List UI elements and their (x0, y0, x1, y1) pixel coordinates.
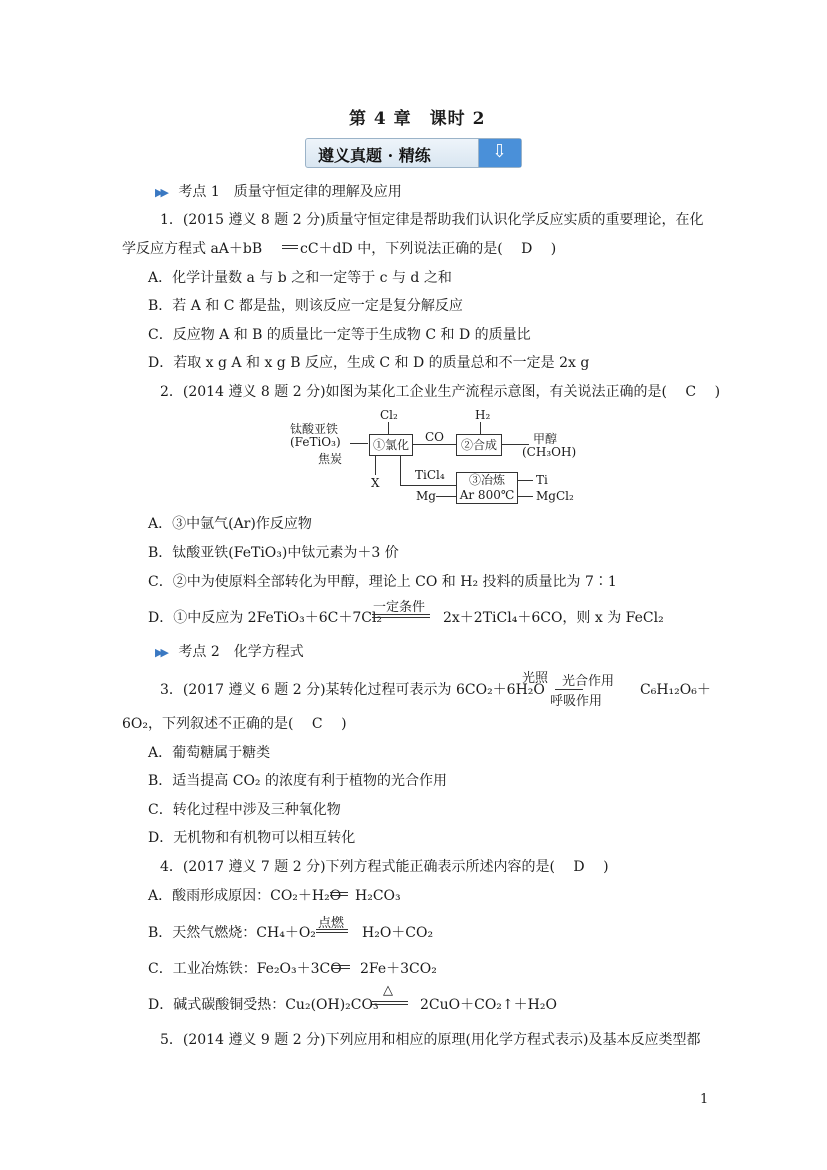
arrow-in (350, 443, 368, 444)
arrow-ticl4 (400, 485, 456, 486)
q1-option-d: D．若取 x g A 和 x g B 反应，生成 C 和 D 的质量总和不一定是 2x g (148, 355, 590, 371)
down-arrow-icon: ⇩ (478, 139, 521, 167)
arrow-x (375, 455, 376, 475)
double-triangle-icon: ▶▶ (155, 186, 166, 199)
q4-option-d-2: 2CuO＋CO₂↑＋H₂O (420, 997, 557, 1013)
q4-b-condition: 点燃 (318, 916, 345, 931)
flow-x: X (371, 476, 380, 490)
box-smelting-cond: Ar 800℃ (459, 488, 515, 502)
q3-line1b: C₆H₁₂O₆＋ (640, 682, 711, 698)
q2-option-b: B．钛酸亚铁(FeTiO₃)中钛元素为＋3 价 (148, 545, 399, 561)
q3-line2: 6O₂，下列叙述不正确的是( C ) (122, 716, 347, 732)
q3-line1a: 3．(2017 遵义 6 题 2 分)某转化过程可表示为 6CO₂＋6H₂O (160, 682, 545, 698)
q4-d-condition: △ (383, 983, 393, 998)
q1-option-a: A．化学计量数 a 与 b 之和一定等于 c 与 d 之和 (148, 270, 452, 286)
arrow-mg (436, 496, 456, 497)
q2-option-a: A．③中氩气(Ar)作反应物 (148, 516, 312, 532)
q2-d-condition: 一定条件 (373, 600, 426, 615)
equals-sign (282, 245, 298, 249)
q2-option-c: C．②中为使原料全部转化为甲醇，理论上 CO 和 H₂ 投料的质量比为 7∶1 (148, 574, 617, 590)
box-smelting (456, 472, 518, 504)
q3-option-d: D．无机物和有机物可以相互转化 (148, 830, 356, 846)
q2-option-d-2: 2x＋2TiCl₄＋6CO，则 x 为 FeCl₂ (443, 610, 664, 626)
q4-option-b-1: B．天然气燃烧：CH₄＋O₂ (148, 925, 316, 941)
equals-sign (372, 614, 430, 618)
q1-line2a: 学反应方程式 aA＋bB (122, 241, 263, 257)
section-banner (305, 138, 522, 168)
flow-input-2: (FeTiO₃) (290, 435, 341, 449)
q4-option-b-2: H₂O＋CO₂ (362, 925, 434, 941)
q1-line2b: cC＋dD 中，下列说法正确的是( D ) (300, 241, 557, 257)
q3-option-a: A．葡萄糖属于糖类 (148, 745, 271, 761)
page-title: 第 4 章 课时 2 (349, 109, 486, 129)
q5-stem: 5．(2014 遵义 9 题 2 分)下列应用和相应的原理(用化学方程式表示)及基本反应类型都 (160, 1032, 701, 1048)
banner-label: 遵义真题 · 精练 (318, 146, 431, 165)
section-heading-2: ▶▶ 考点 2 化学方程式 (155, 644, 304, 660)
q4-option-a-1: A．酸雨形成原因：CO₂＋H₂O (148, 888, 342, 904)
equals-sign (372, 1001, 408, 1005)
equals-sign (332, 965, 350, 969)
arrow-cl2 (388, 422, 389, 434)
flow-cl2: Cl₂ (380, 408, 398, 422)
flow-mgcl2: MgCl₂ (536, 489, 574, 503)
flow-ti: Ti (536, 473, 548, 487)
flow-input-3: 焦炭 (318, 452, 343, 466)
flow-h2: H₂ (475, 408, 491, 422)
q3-cond-photosynthesis: 光合作用 (562, 674, 615, 689)
q4-option-d-1: D．碱式碳酸铜受热：Cu₂(OH)₂CO₃ (148, 997, 379, 1013)
line-ticl4-down (400, 455, 401, 485)
flow-ticl4: TiCl₄ (415, 468, 445, 482)
box-chlorination: ①氯化 (369, 434, 413, 456)
section-heading-1: ▶▶ 考点 1 质量守恒定律的理解及应用 (155, 184, 402, 200)
page-number: 1 (700, 1092, 709, 1107)
flow-input-1: 钛酸亚铁 (290, 422, 339, 436)
box-synthesis: ②合成 (456, 434, 502, 456)
equals-sign (330, 892, 348, 896)
q3-option-c: C．转化过程中涉及三种氧化物 (148, 802, 341, 818)
q4-option-c-2: 2Fe＋3CO₂ (360, 961, 437, 977)
flow-out-2: (CH₃OH) (522, 445, 577, 459)
arrow-ti (517, 480, 533, 481)
q4-stem: 4．(2017 遵义 7 题 2 分)下列方程式能正确表示所述内容的是( D ) (160, 859, 609, 875)
flow-out-1: 甲醇 (533, 432, 558, 446)
flow-mg: Mg (416, 489, 436, 503)
q2-stem: 2．(2014 遵义 8 题 2 分)如图为某化工企业生产流程示意图，有关说法正确的是( C ) (160, 384, 721, 400)
equals-sign (316, 929, 348, 933)
arrow-mgcl2 (517, 496, 533, 497)
q3-option-b: B．适当提高 CO₂ 的浓度有利于植物的光合作用 (148, 773, 447, 789)
q1-option-b: B．若 A 和 C 都是盐，则该反应一定是复分解反应 (148, 298, 463, 314)
arrow-co (412, 444, 456, 445)
box-smelting-label: ③冶炼 (468, 473, 505, 487)
q3-cond-respiration: 呼吸作用 (550, 694, 603, 709)
arrow-h2 (480, 422, 481, 434)
q4-option-c-1: C．工业冶炼铁：Fe₂O₃＋3CO (148, 961, 342, 977)
q2-option-d-1: D．①中反应为 2FeTiO₃＋6C＋7Cl₂ (148, 610, 383, 626)
double-triangle-icon: ▶▶ (155, 646, 166, 659)
q3-cond-light: 光照 (522, 671, 549, 686)
q1-line1: 1．(2015 遵义 8 题 2 分)质量守恒定律是帮助我们认识化学反应实质的重要理论，在化 (160, 212, 704, 228)
flow-co: CO (425, 430, 445, 444)
q4-option-a-2: H₂CO₃ (355, 888, 401, 904)
q1-option-c: C．反应物 A 和 B 的质量比一定等于生成物 C 和 D 的质量比 (148, 327, 531, 343)
